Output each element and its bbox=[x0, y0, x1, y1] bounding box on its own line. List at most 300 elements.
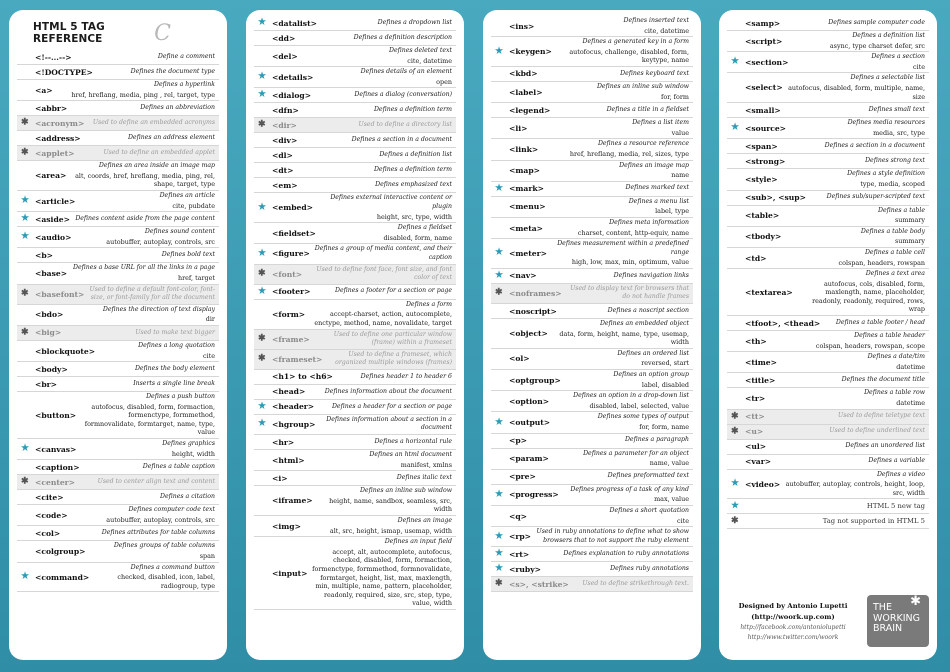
tag-info bbox=[71, 104, 215, 113]
tag-description: Defines a title in a fieldset bbox=[606, 105, 689, 113]
tag-row bbox=[727, 352, 929, 373]
tag-description: Defines the document title bbox=[841, 376, 925, 384]
tag-row bbox=[491, 37, 693, 67]
tag-name: <table> bbox=[745, 211, 780, 221]
tag-description: Defines explanation to ruby annotations bbox=[563, 550, 689, 558]
tag-info bbox=[314, 245, 452, 262]
tag-info bbox=[531, 507, 689, 525]
tag-row bbox=[254, 16, 456, 31]
tag-description: Defines a citation bbox=[160, 492, 215, 500]
tag-info bbox=[309, 451, 452, 469]
tag-row bbox=[17, 563, 219, 593]
tag-description: Defines details of an element bbox=[360, 68, 452, 76]
tag-description: Defines the document type bbox=[130, 67, 215, 75]
tag-attributes: label, type bbox=[655, 207, 689, 216]
tag-name: <footer> bbox=[272, 287, 311, 297]
tag-name: <acronym> bbox=[35, 118, 85, 128]
star-icon: ★ bbox=[258, 202, 267, 213]
tag-list bbox=[727, 16, 929, 499]
tag-name: <embed> bbox=[272, 203, 314, 213]
tag-name: <base> bbox=[35, 268, 68, 278]
star-icon: ★ bbox=[21, 231, 30, 242]
tag-attributes: height, src, type, width bbox=[376, 212, 452, 221]
asterisk-icon: ✱ bbox=[910, 594, 921, 609]
tag-name: <dl> bbox=[272, 150, 293, 160]
tag-name: <canvas> bbox=[35, 444, 77, 454]
brand-line: BRAIN bbox=[873, 623, 903, 634]
legend bbox=[727, 499, 929, 529]
tag-name: <frameset> bbox=[272, 354, 323, 364]
tag-attributes: datetime bbox=[896, 399, 925, 408]
tag-attributes: alt, src, height, ismap, usemap, width bbox=[329, 526, 452, 535]
tag-info bbox=[317, 487, 452, 514]
tag-attributes: high, low, max, min, optimum, value bbox=[571, 258, 689, 267]
tag-description: Defines groups of table columns bbox=[113, 542, 215, 550]
tag-info bbox=[72, 365, 215, 374]
tag-info bbox=[561, 307, 689, 316]
tag-name: <meter> bbox=[509, 248, 547, 258]
tag-description: Defines media resources bbox=[847, 119, 925, 127]
tag-row bbox=[17, 227, 219, 248]
tag-row bbox=[491, 67, 693, 82]
tag-description: Defines a generated key in a form bbox=[582, 38, 689, 46]
tag-name: <applet> bbox=[35, 148, 75, 158]
asterisk-icon: ✱ bbox=[258, 333, 266, 344]
tag-info bbox=[75, 228, 215, 246]
tag-description: Used to define one particular window (frame) within a frameset bbox=[333, 330, 452, 347]
tag-description: Defines progress of a task of any kind bbox=[570, 485, 689, 493]
tag-info bbox=[784, 19, 925, 28]
tag-info bbox=[317, 194, 452, 221]
tag-row bbox=[254, 223, 456, 244]
asterisk-icon: ✱ bbox=[21, 476, 29, 487]
tag-attributes: data, form, height, name, type, usemap, width bbox=[559, 329, 689, 347]
tag-row bbox=[727, 455, 929, 470]
tag-name: <hgroup> bbox=[272, 419, 316, 429]
asterisk-icon: ✱ bbox=[731, 411, 739, 422]
tag-info bbox=[542, 140, 689, 158]
tag-row bbox=[254, 285, 456, 300]
asterisk-icon: ✱ bbox=[258, 353, 266, 364]
tag-row bbox=[491, 449, 693, 470]
tag-info bbox=[84, 463, 215, 472]
star-icon: ★ bbox=[258, 418, 267, 429]
tag-info bbox=[563, 486, 689, 504]
tag-info bbox=[554, 106, 689, 115]
tag-description: Defines a definition list bbox=[379, 151, 452, 159]
star-icon: ★ bbox=[731, 501, 740, 512]
tag-attributes: datetime bbox=[896, 362, 925, 371]
tag-info bbox=[305, 517, 452, 535]
star-icon: ★ bbox=[495, 548, 504, 559]
tag-row bbox=[491, 161, 693, 182]
tag-name: <b> bbox=[35, 250, 54, 260]
tag-row bbox=[17, 505, 219, 526]
tag-info bbox=[785, 228, 925, 246]
tag-description: Defines an abbreviation bbox=[140, 103, 215, 111]
tag-description: Defines a table bbox=[878, 206, 925, 214]
tag-row bbox=[727, 139, 929, 154]
facebook-link[interactable]: http://facebook.com/antoniolupetti bbox=[740, 623, 846, 631]
tag-name: <dd> bbox=[272, 33, 296, 43]
tag-description: Used to center align text and content bbox=[97, 477, 215, 485]
tag-attributes: disabled, label, selected, value bbox=[589, 401, 689, 410]
asterisk-icon: ✱ bbox=[495, 578, 503, 589]
column-1 bbox=[9, 10, 227, 660]
tag-description: Defines a dropdown list bbox=[377, 18, 452, 26]
star-icon: ★ bbox=[258, 89, 267, 100]
tag-info bbox=[99, 342, 215, 360]
tag-row bbox=[491, 284, 693, 304]
tag-description: Defines an option group bbox=[613, 371, 689, 379]
tag-attributes: cite bbox=[913, 62, 925, 71]
tag-info bbox=[565, 371, 689, 389]
tag-name: <form> bbox=[272, 309, 306, 319]
tag-description: Defines the direction of text display bbox=[102, 305, 215, 313]
tag-name: <datalist> bbox=[272, 18, 317, 28]
tag-description: Defines sound content bbox=[144, 228, 215, 236]
tag-name: <code> bbox=[35, 510, 68, 520]
tag-description: Defines a push button bbox=[146, 393, 215, 401]
tag-description: Defines header 1 to header 6 bbox=[360, 372, 452, 380]
tag-name: <optgroup> bbox=[509, 375, 561, 385]
tag-description: Defines a section in a document bbox=[351, 136, 452, 144]
tag-list bbox=[254, 16, 456, 610]
tag-description: Defines a short quotation bbox=[609, 506, 689, 514]
tag-name: <frame> bbox=[272, 334, 310, 344]
tag-row bbox=[254, 118, 456, 133]
tag-name: <style> bbox=[745, 174, 778, 184]
tag-name: <ruby> bbox=[509, 564, 541, 574]
tag-name: <samp> bbox=[745, 18, 781, 28]
tag-name: <var> bbox=[745, 457, 772, 467]
tag-description: Defines meta information bbox=[609, 218, 689, 226]
tag-description: Defines a horizontal rule bbox=[374, 437, 452, 445]
tag-name: <dfn> bbox=[272, 105, 299, 115]
tag-attributes: autobuffer, autoplay, controls, src bbox=[106, 515, 215, 524]
tag-row bbox=[727, 31, 929, 52]
tag-description: Used to define a frameset, which organized multiple windows (frames) bbox=[335, 350, 452, 367]
legend-old bbox=[727, 514, 929, 529]
tag-info bbox=[771, 249, 925, 267]
tag-info bbox=[547, 83, 689, 101]
tag-row bbox=[727, 16, 929, 31]
tag-info bbox=[779, 376, 925, 385]
tag-row bbox=[491, 562, 693, 577]
brand-logo bbox=[867, 595, 929, 647]
tag-name: <object> bbox=[509, 328, 548, 338]
tag-description: Defines marked text bbox=[625, 184, 689, 192]
tag-description: Defines an ordered list bbox=[617, 349, 689, 357]
tag-attributes: for, form bbox=[661, 92, 689, 101]
tag-name: <th> bbox=[745, 336, 767, 346]
tag-description: Defines a definition term bbox=[373, 166, 452, 174]
tag-info bbox=[88, 119, 215, 128]
tag-attributes: charset, content, http-equiv, name bbox=[577, 228, 689, 237]
tag-info bbox=[337, 373, 452, 382]
tag-info bbox=[326, 351, 452, 368]
tag-info bbox=[319, 416, 452, 433]
tag-attributes: cite, datetime bbox=[407, 56, 452, 65]
tag-info bbox=[298, 166, 452, 175]
tag-name: <colgroup> bbox=[35, 547, 86, 557]
star-icon: ★ bbox=[258, 71, 267, 82]
asterisk-icon: ✱ bbox=[258, 119, 266, 130]
tag-info bbox=[93, 564, 215, 591]
tag-description: Defines a date/tim bbox=[867, 353, 925, 361]
tag-row bbox=[17, 50, 219, 65]
star-icon: ★ bbox=[731, 56, 740, 67]
tag-description: Defines a table header bbox=[854, 332, 925, 340]
tag-list bbox=[491, 16, 693, 592]
tag-row bbox=[491, 269, 693, 284]
tag-row bbox=[727, 154, 929, 169]
tag-row bbox=[17, 460, 219, 475]
tag-info bbox=[790, 119, 925, 137]
tag-row bbox=[254, 471, 456, 486]
tag-attributes: disabled, form, name bbox=[383, 233, 452, 242]
tag-info bbox=[85, 134, 215, 143]
tag-attributes: cite, pubdate bbox=[172, 201, 215, 210]
tag-name: <s>, <strike> bbox=[509, 579, 569, 589]
asterisk-icon: ✱ bbox=[21, 288, 29, 299]
tag-name: <noscript> bbox=[509, 306, 557, 316]
tag-name: <img> bbox=[272, 521, 301, 531]
tag-attributes: height, width bbox=[171, 449, 215, 458]
tag-attributes: accept-charset, action, autocomplete, enctype, method, name, novalidate, target bbox=[314, 310, 452, 327]
tag-name: <i> bbox=[272, 473, 288, 483]
tag-row bbox=[254, 133, 456, 148]
tag-info bbox=[321, 19, 452, 28]
star-icon: ★ bbox=[21, 195, 30, 206]
asterisk-icon: ✱ bbox=[495, 287, 503, 298]
star-icon: ★ bbox=[495, 417, 504, 427]
asterisk-icon: ✱ bbox=[21, 327, 29, 338]
column-4 bbox=[719, 10, 937, 660]
tag-row bbox=[17, 305, 219, 326]
tag-description: Defines inserted text bbox=[623, 17, 689, 24]
page-title: HTML 5 TAG REFERENCE bbox=[33, 21, 105, 45]
tag-info bbox=[769, 389, 925, 407]
tag-info bbox=[292, 474, 452, 483]
tag-description: Defines an address element bbox=[127, 133, 215, 141]
tag-info bbox=[789, 157, 925, 166]
tag-attributes: cite bbox=[677, 516, 689, 525]
tag-row bbox=[254, 385, 456, 400]
tag-attributes: accept, alt, autocomplete, autofocus, checked, disabled, form, formaction, formenctype, formmethod, formnovalidate, formtarget, height, list, max, maxlength, min, multiple, name, pattern, placeholder, readonly, required, size, src, step, type, value, width bbox=[312, 547, 452, 608]
tag-attributes: cite bbox=[203, 351, 215, 360]
tag-name: <ul> bbox=[745, 442, 767, 452]
tag-description: Defines a table body bbox=[860, 227, 925, 235]
tag-description: Defines a table cell bbox=[864, 248, 925, 256]
tag-row bbox=[727, 425, 929, 440]
tag-description: Defines an inline sub window bbox=[359, 487, 452, 495]
tag-description: Used to define teletype text bbox=[837, 412, 925, 420]
tag-description: Defines a variable bbox=[868, 457, 925, 465]
tag-description: Defines preformatted text bbox=[607, 472, 689, 480]
tag-description: Defines a video bbox=[876, 470, 925, 478]
tag-row bbox=[491, 434, 693, 449]
tag-name: <progress> bbox=[509, 490, 559, 500]
tag-info bbox=[553, 450, 689, 468]
tag-name: <textarea> bbox=[745, 287, 793, 297]
credits-text bbox=[727, 602, 851, 641]
logo-icon: C bbox=[154, 20, 171, 46]
tag-row bbox=[727, 410, 929, 425]
tag-name: <col> bbox=[35, 528, 61, 538]
tag-row bbox=[17, 475, 219, 490]
tag-name: <param> bbox=[509, 454, 549, 464]
tag-name: <map> bbox=[509, 166, 540, 176]
tag-row bbox=[254, 193, 456, 223]
star-icon: ★ bbox=[495, 183, 504, 194]
star-icon: ★ bbox=[495, 489, 504, 500]
tag-row bbox=[491, 412, 693, 433]
tag-attributes: type, media, scoped bbox=[860, 179, 925, 188]
tag-name: <blockquote> bbox=[35, 346, 96, 356]
tag-name: <ins> bbox=[509, 21, 535, 31]
tag-row bbox=[254, 516, 456, 537]
tag-name: <li> bbox=[509, 123, 528, 133]
tag-name: <center> bbox=[35, 477, 76, 487]
tag-name: <source> bbox=[745, 123, 787, 133]
tag-name: <head> bbox=[272, 387, 306, 397]
tag-name: <td> bbox=[745, 253, 767, 263]
star-icon: ★ bbox=[258, 286, 267, 297]
tag-name: <abbr> bbox=[35, 103, 68, 113]
tag-row bbox=[491, 82, 693, 103]
tag-description: Defines attributes for table columns bbox=[101, 529, 215, 537]
tag-description: Defines a selectable list bbox=[850, 74, 925, 82]
tag-name: <title> bbox=[745, 375, 776, 385]
tag-name: <mark> bbox=[509, 184, 544, 194]
star-icon: ★ bbox=[258, 17, 267, 28]
credits bbox=[727, 590, 929, 652]
tag-row bbox=[491, 527, 693, 547]
tag-attributes: open bbox=[436, 77, 452, 86]
tag-info bbox=[97, 68, 215, 77]
tag-description: Defines some types of output bbox=[597, 413, 689, 421]
tag-name: <rp> bbox=[509, 532, 532, 542]
tag-row bbox=[491, 118, 693, 139]
tag-row bbox=[254, 265, 456, 285]
brand-line: WORKING bbox=[873, 612, 920, 624]
tag-name: <input> bbox=[272, 568, 308, 578]
tag-name: <audio> bbox=[35, 232, 72, 242]
tag-description: Defines emphasized text bbox=[375, 181, 452, 189]
tag-info bbox=[301, 136, 452, 145]
tag-description: Used to display text for browsers that do not handle frames bbox=[570, 284, 689, 301]
tag-name: <aside> bbox=[35, 214, 70, 224]
tag-name: <fieldset> bbox=[272, 228, 316, 238]
tag-row bbox=[17, 362, 219, 377]
star-icon: ★ bbox=[495, 531, 504, 542]
tag-row bbox=[727, 206, 929, 227]
tag-name: <rt> bbox=[509, 549, 530, 559]
star-icon: ★ bbox=[21, 443, 30, 454]
tag-info bbox=[551, 240, 689, 267]
tag-row bbox=[17, 101, 219, 116]
tag-name: <tfoot>, <thead> bbox=[745, 318, 821, 328]
tag-description: Defines a footer for a section or page bbox=[335, 287, 452, 295]
tag-row bbox=[727, 388, 929, 409]
tag-description: Inserts a single line break bbox=[133, 379, 215, 387]
tag-info bbox=[787, 74, 925, 101]
tag-row bbox=[254, 486, 456, 516]
tag-info bbox=[786, 32, 925, 50]
tag-row bbox=[491, 485, 693, 506]
tag-row bbox=[254, 178, 456, 193]
tag-name: <time> bbox=[745, 357, 777, 367]
tag-name: <q> bbox=[509, 511, 528, 521]
tag-attributes: manifest, xmlns bbox=[400, 460, 452, 469]
tag-name: <span> bbox=[745, 141, 778, 151]
tag-row bbox=[491, 506, 693, 527]
tag-description: Defines an unordered list bbox=[845, 442, 925, 450]
tag-row bbox=[491, 239, 693, 269]
tag-description: Defines a group of media content, and their caption bbox=[314, 245, 452, 261]
tag-info bbox=[783, 207, 925, 225]
tag-name: <legend> bbox=[509, 105, 551, 115]
tag-name: <video> bbox=[745, 479, 781, 489]
tag-info bbox=[65, 329, 215, 338]
tag-info bbox=[547, 219, 689, 237]
tag-name: <dir> bbox=[272, 120, 297, 130]
asterisk-icon: ✱ bbox=[258, 268, 266, 279]
tag-attributes: autofocus, disabled, form, multiple, name, size bbox=[788, 83, 925, 101]
tag-info bbox=[784, 471, 925, 498]
tag-row bbox=[254, 435, 456, 450]
tag-description: Defines an input field bbox=[384, 538, 452, 546]
tag-row bbox=[17, 191, 219, 212]
tag-description: Defines computer code text bbox=[128, 506, 215, 514]
tag-name: <tr> bbox=[745, 394, 766, 404]
designer-site-link[interactable]: (http://woork.up.com) bbox=[751, 612, 835, 621]
tag-info bbox=[309, 301, 452, 328]
tag-name: <small> bbox=[745, 105, 781, 115]
tag-row bbox=[727, 169, 929, 190]
tag-row bbox=[491, 547, 693, 562]
tag-row bbox=[17, 161, 219, 191]
tag-description: Used to make text bigger bbox=[135, 328, 215, 336]
tag-name: <del> bbox=[272, 51, 298, 61]
tag-row bbox=[17, 526, 219, 541]
tag-name: <dialog> bbox=[272, 90, 312, 100]
tag-description: Used to define a directory list bbox=[358, 121, 452, 129]
tag-description: Used in ruby annotations to define what to show browsers that to not support the ruby element bbox=[536, 528, 689, 544]
tag-name: <output> bbox=[509, 418, 551, 427]
tag-name: <tbody> bbox=[745, 232, 782, 242]
tag-attributes: max, value bbox=[654, 495, 689, 504]
tag-info bbox=[61, 380, 215, 389]
tag-attributes: height, name, sandbox, seamless, src, width bbox=[329, 496, 452, 514]
tag-row bbox=[491, 182, 693, 197]
tag-row bbox=[17, 263, 219, 284]
tag-name: <menu> bbox=[509, 202, 546, 212]
tag-name: <iframe> bbox=[272, 496, 313, 506]
tag-attributes: href, hreflang, media, rel, sizes, type bbox=[569, 149, 689, 158]
tag-description: Defines a noscript section bbox=[607, 306, 689, 314]
tag-row bbox=[254, 103, 456, 118]
tag-info bbox=[318, 403, 452, 412]
tag-row bbox=[727, 269, 929, 316]
twitter-link[interactable]: http://www.twitter.com/woork bbox=[747, 633, 839, 641]
tag-name: <figure> bbox=[272, 249, 310, 259]
tag-description: Used to define a default font-color, font-size, or font-family for all the document bbox=[89, 285, 215, 302]
tag-description: Defines a command button bbox=[130, 563, 215, 571]
tag-attributes: value bbox=[671, 128, 689, 137]
tag-info bbox=[797, 270, 925, 314]
